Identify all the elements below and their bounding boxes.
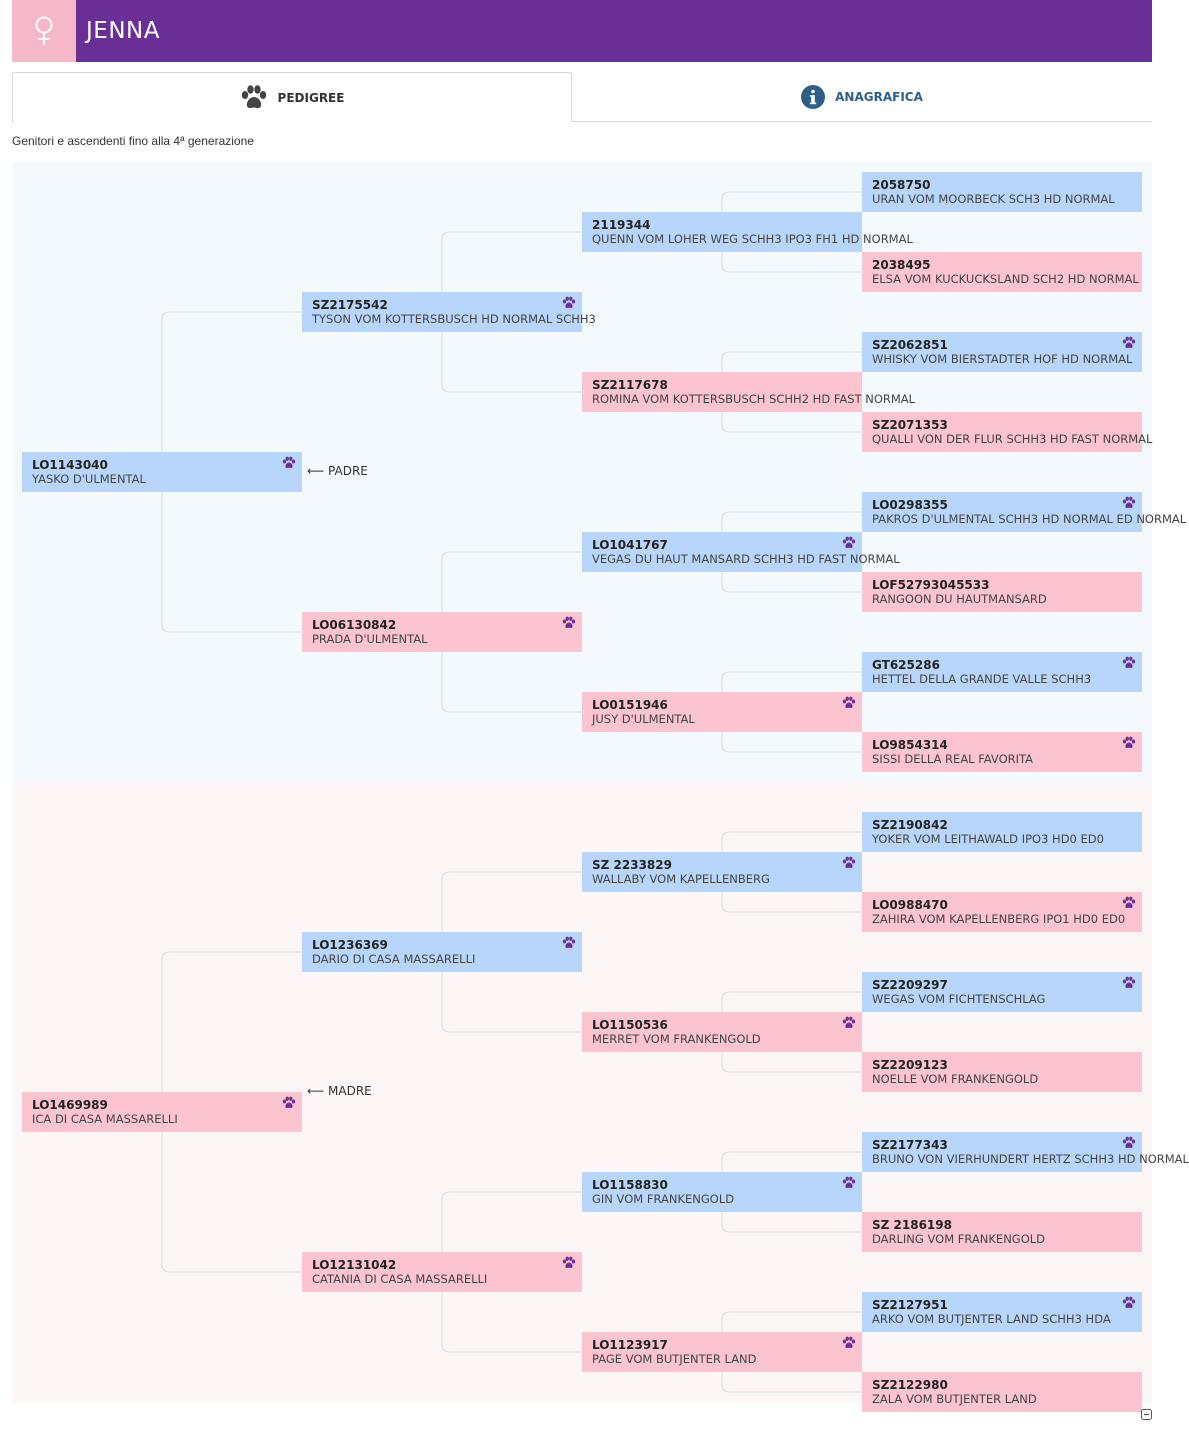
dog-card[interactable] [22,1092,302,1132]
father-label-text: PADRE [328,464,368,478]
dog-name-title: WHISKY VOM BIERSTADTER HOF HD NORMAL [872,352,1133,366]
dog-registration-code: SZ2062851 [872,338,948,352]
dog-name-title: MERRET VOM FRANKENGOLD [592,1032,761,1046]
dog-name-title: ELSA VOM KUCKUCKSLAND SCH2 HD NORMAL [872,272,1139,286]
dog-registration-code: 2058750 [872,178,931,192]
paw-icon [1122,496,1136,510]
dog-registration-code: SZ2177343 [872,1138,948,1152]
dog-registration-code: LO0298355 [872,498,948,512]
pedigree-subtitle: Genitori e ascendenti fino alla 4ª generazione [12,134,254,148]
dog-name-title: GIN VOM FRANKENGOLD [592,1192,735,1206]
dog-name-title: BRUNO VON VIERHUNDERT HERTZ SCHH3 HD NORMAL [872,1152,1189,1166]
dog-registration-code: LO9854314 [872,738,948,752]
dog-registration-code: LO1236369 [312,938,388,952]
dog-registration-code: SZ 2233829 [592,858,672,872]
dog-name-title: WEGAS VOM FICHTENSCHLAG [872,992,1046,1006]
dog-name-title: ROMINA VOM KOTTERSBUSCH SCHH2 HD FAST NORMAL [592,392,916,406]
dog-registration-code: SZ2122980 [872,1378,948,1392]
dog-name-title: HETTEL DELLA GRANDE VALLE SCHH3 [872,672,1092,686]
dog-card[interactable] [862,572,1142,612]
paw-icon [562,616,576,630]
father-label: ⟵ PADRE [307,464,368,478]
paw-icon [282,1096,296,1110]
dog-card[interactable] [582,1012,862,1052]
paw-icon [1122,896,1136,910]
paw-icon [1122,1136,1136,1150]
dog-name-title: QUALLI VON DER FLUR SCHH3 HD FAST NORMAL [872,432,1153,446]
paw-icon [842,536,856,550]
collapse-icon[interactable] [1141,1409,1152,1420]
dog-registration-code: 2038495 [872,258,931,272]
dog-name-title: ZALA VOM BUTJENTER LAND [872,1392,1037,1406]
dog-registration-code: LO1150536 [592,1018,668,1032]
dog-name-title: YOKER VOM LEITHAWALD IPO3 HD0 ED0 [872,832,1104,846]
paw-icon [1122,656,1136,670]
dog-card[interactable] [582,1172,862,1212]
paw-icon [1122,736,1136,750]
info-icon [801,85,825,109]
tab-anagrafica[interactable] [572,72,1152,122]
dog-card[interactable] [862,1372,1142,1412]
dog-name-title: DARIO DI CASA MASSARELLI [312,952,476,966]
tab-pedigree[interactable] [12,72,572,122]
mother-label: ⟵ MADRE [307,1084,372,1098]
dog-registration-code: SZ 2186198 [872,1218,952,1232]
dog-registration-code: LO06130842 [312,618,397,632]
dog-name-title: CATANIA DI CASA MASSARELLI [312,1272,488,1286]
paw-icon [842,696,856,710]
paw-icon [1122,976,1136,990]
dog-card[interactable] [862,1132,1189,1172]
dog-card[interactable] [22,452,302,492]
dog-card[interactable] [862,732,1142,772]
dog-name-title: SISSI DELLA REAL FAVORITA [872,752,1034,766]
paw-icon [1122,1296,1136,1310]
dog-registration-code: LO0988470 [872,898,948,912]
dog-card[interactable] [862,1212,1142,1252]
dog-registration-code: LO0151946 [592,698,668,712]
paw-icon [562,1256,576,1270]
dog-name-title: YASKO D'ULMENTAL [32,472,146,486]
dog-name-title: VEGAS DU HAUT MANSARD SCHH3 HD FAST NORMAL [592,552,900,566]
dog-registration-code: LO12131042 [312,1258,397,1272]
dog-registration-code: LO1041767 [592,538,668,552]
page-header [12,0,1152,62]
dog-card[interactable] [862,412,1153,452]
dog-registration-code: LO1123917 [592,1338,668,1352]
dog-card[interactable] [302,932,582,972]
dog-card[interactable] [862,172,1142,212]
dog-registration-code: LO1469989 [32,1098,108,1112]
dog-name-title: ZAHIRA VOM KAPELLENBERG IPO1 HD0 ED0 [872,912,1126,926]
dog-name-title: PAKROS D'ULMENTAL SCHH3 HD NORMAL ED NORMAL [872,512,1187,526]
dog-registration-code: SZ2071353 [872,418,948,432]
dog-name-title: JUSY D'ULMENTAL [592,712,695,726]
dog-name-title: PRADA D'ULMENTAL [312,632,428,646]
dog-registration-code: SZ2190842 [872,818,948,832]
dog-card[interactable] [582,692,862,732]
dog-registration-code: SZ2209123 [872,1058,948,1072]
dog-name-title: WALLABY VOM KAPELLENBERG [592,872,770,886]
dog-registration-code: SZ2175542 [312,298,388,312]
dog-registration-code: LOF52793045533 [872,578,990,592]
dog-card[interactable] [862,892,1142,932]
dog-name-title: ARKO VOM BUTJENTER LAND SCHH3 HDA [872,1312,1111,1326]
dog-registration-code: GT625286 [872,658,940,672]
dog-card[interactable] [582,852,862,892]
mother-label-text: MADRE [328,1084,372,1098]
dog-card[interactable] [582,372,916,412]
dog-name-title: PAGE VOM BUTJENTER LAND [592,1352,757,1366]
dog-card[interactable] [302,292,596,332]
dog-name-title: URAN VOM MOORBECK SCH3 HD NORMAL [872,192,1115,206]
dog-card[interactable] [862,652,1142,692]
dog-card[interactable] [862,1052,1142,1092]
dog-card[interactable] [582,212,913,252]
dog-name-title: NOELLE VOM FRANKENGOLD [872,1072,1039,1086]
tab-pedigree-label: PEDIGREE [277,90,345,105]
tab-anagrafica-label: ANAGRAFICA [835,89,923,104]
dog-card[interactable] [862,972,1142,1012]
dog-registration-code: 2119344 [592,218,651,232]
dog-card[interactable] [862,252,1142,292]
dog-card[interactable] [302,612,582,652]
dog-registration-code: SZ2209297 [872,978,948,992]
paw-icon [562,936,576,950]
dog-name-title: TYSON VOM KOTTERSBUSCH HD NORMAL SCHH3 [312,312,596,326]
tab-bar [12,72,1152,122]
dog-card[interactable] [582,532,900,572]
sex-badge [12,0,76,62]
dog-card[interactable] [302,1252,582,1292]
dog-registration-code: LO1143040 [32,458,108,472]
dog-name: JENNA [86,18,160,44]
dog-card[interactable] [582,1332,862,1372]
dog-registration-code: SZ2117678 [592,378,668,392]
dog-card[interactable] [862,1292,1142,1332]
paw-icon [842,856,856,870]
paw-icon [282,456,296,470]
dog-name-title: DARLING VOM FRANKENGOLD [872,1232,1046,1246]
paw-icon [1122,336,1136,350]
paw-icon [562,296,576,310]
dog-name-title: QUENN VOM LOHER WEG SCHH3 IPO3 FH1 HD NORMAL [592,232,913,246]
paw-icon [842,1016,856,1030]
paw-icon [240,85,268,111]
paw-icon [842,1336,856,1350]
dog-registration-code: SZ2127951 [872,1298,948,1312]
dog-card[interactable] [862,492,1187,532]
dog-registration-code: LO1158830 [592,1178,668,1192]
dog-card[interactable] [862,812,1142,852]
dog-name-title: ICA DI CASA MASSARELLI [32,1112,178,1126]
female-symbol-icon [33,16,55,46]
dog-card[interactable] [862,332,1142,372]
dog-name-title: RANGOON DU HAUTMANSARD [872,592,1047,606]
paw-icon [842,1176,856,1190]
